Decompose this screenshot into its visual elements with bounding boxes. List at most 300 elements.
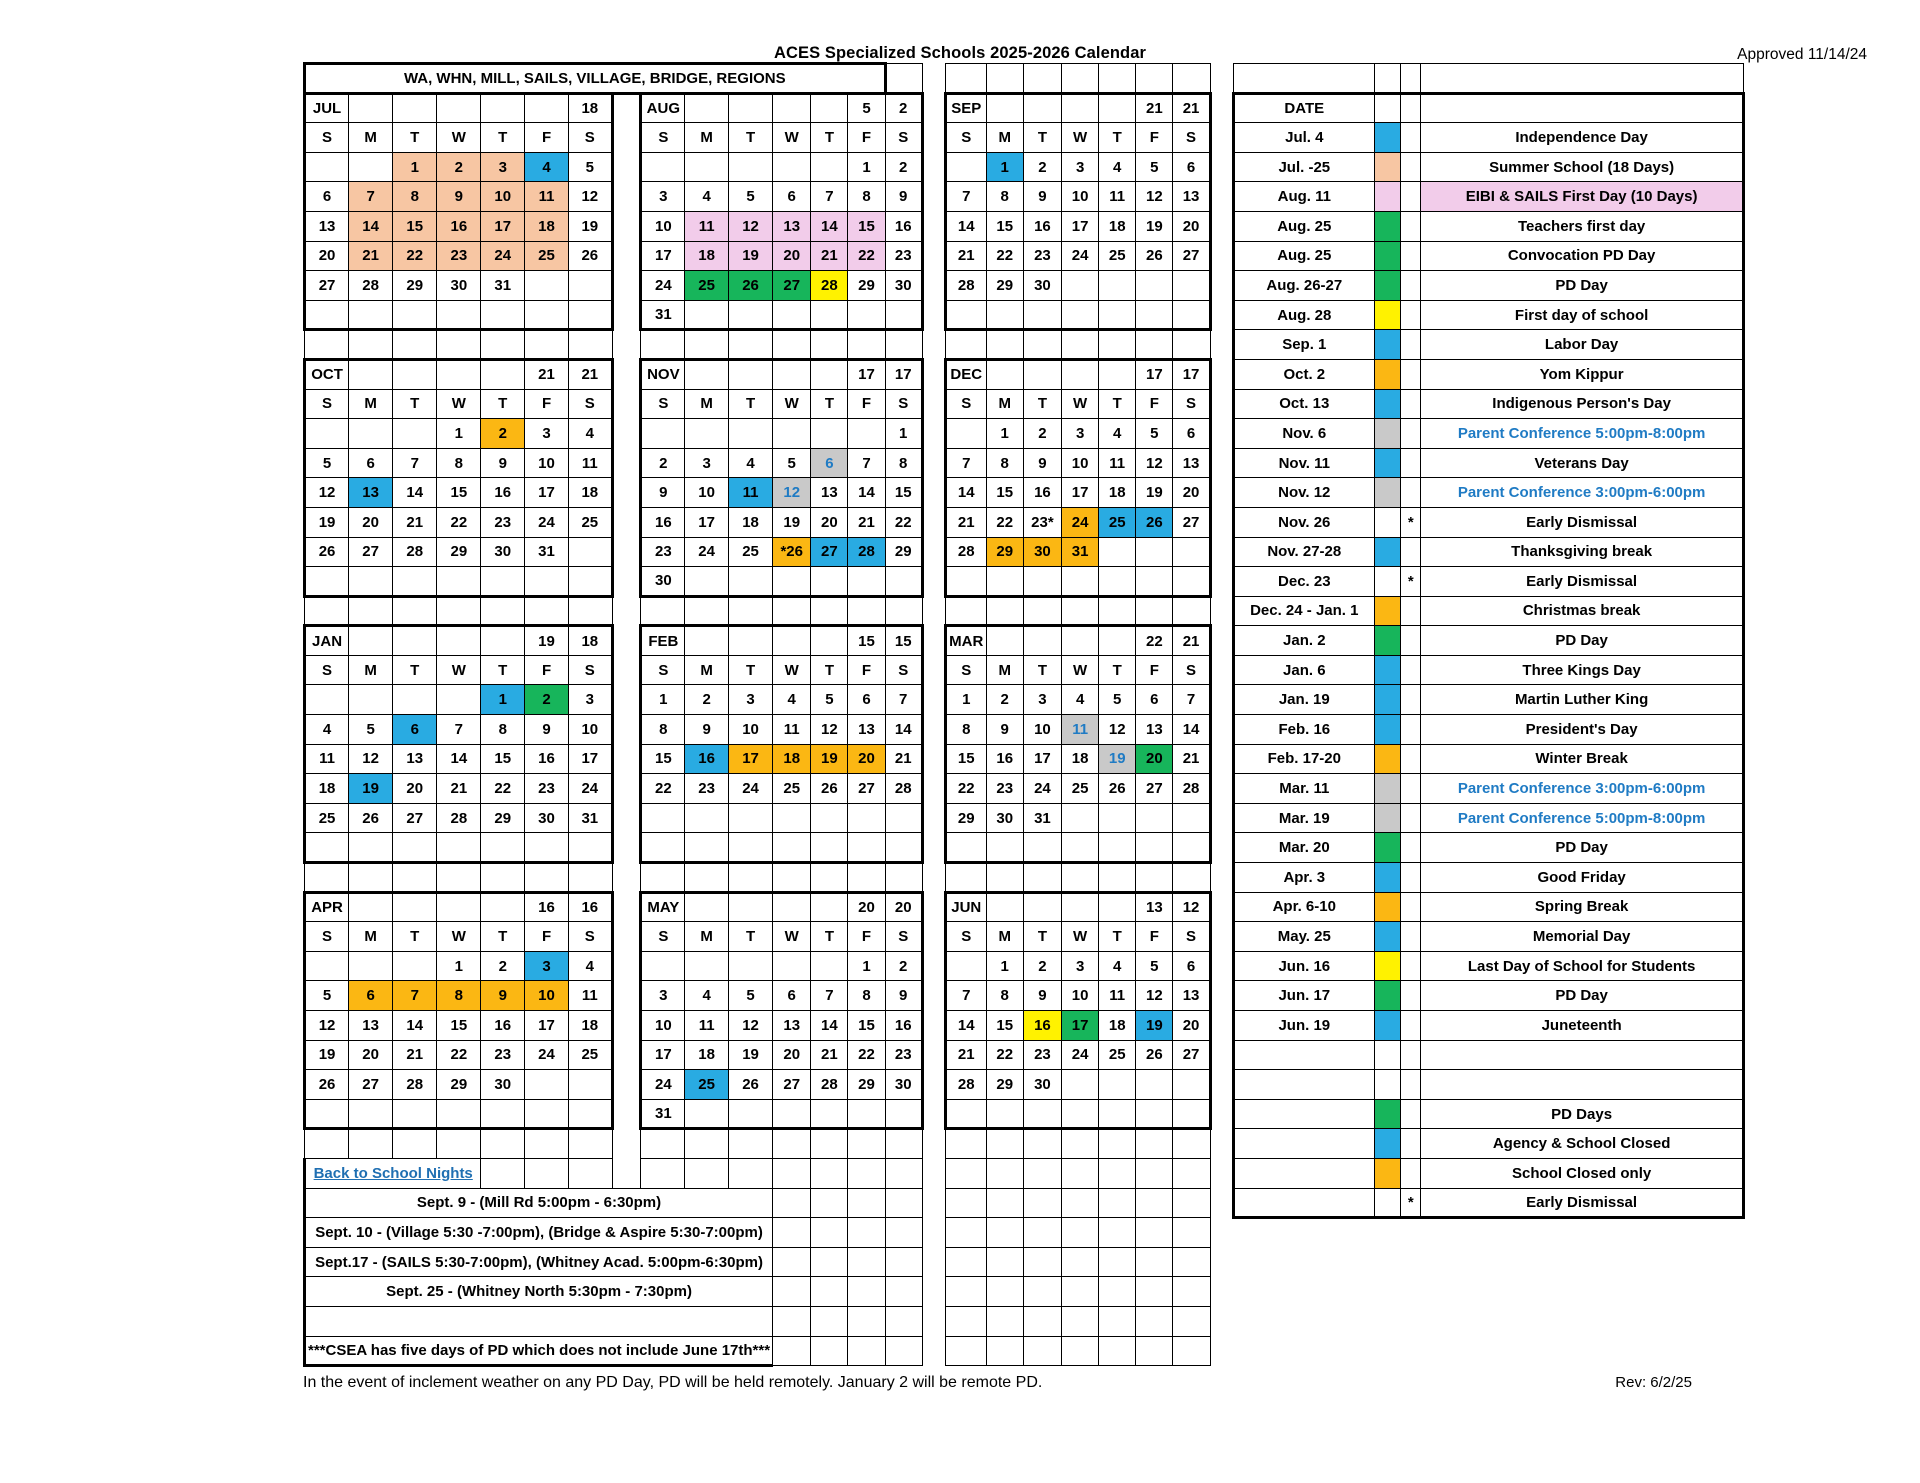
notes-filler-cell bbox=[1173, 1158, 1210, 1188]
month-gap bbox=[922, 833, 945, 863]
band-spacer-cell bbox=[641, 330, 685, 360]
day-cell: 27 bbox=[305, 271, 349, 301]
band-spacer-cell bbox=[1062, 596, 1099, 626]
day-cell: 8 bbox=[848, 981, 885, 1011]
month-gap bbox=[1210, 211, 1233, 241]
day-cell bbox=[811, 1099, 848, 1129]
month-gap bbox=[1210, 448, 1233, 478]
dow-header: S bbox=[885, 389, 922, 419]
month-day-count: 19 bbox=[525, 626, 569, 656]
legend-label: Good Friday bbox=[1421, 863, 1744, 893]
dow-header: W bbox=[773, 922, 811, 952]
band-spacer-cell bbox=[811, 596, 848, 626]
day-cell bbox=[1023, 567, 1061, 597]
day-cell: 8 bbox=[945, 715, 986, 745]
day-cell: 28 bbox=[885, 774, 922, 804]
month-day-count bbox=[1023, 892, 1061, 922]
notes-filler-cell bbox=[922, 1218, 945, 1248]
day-cell: 3 bbox=[525, 419, 569, 449]
day-cell: 4 bbox=[568, 951, 612, 981]
day-cell bbox=[773, 567, 811, 597]
day-cell: 1 bbox=[393, 152, 437, 182]
month-gap bbox=[1210, 951, 1233, 981]
day-cell: 10 bbox=[641, 211, 685, 241]
month-gap bbox=[922, 182, 945, 212]
day-cell bbox=[848, 803, 885, 833]
legend-early-dismissal-star bbox=[1401, 596, 1421, 626]
month-gap bbox=[1210, 1070, 1233, 1100]
legend-label: Thanksgiving break bbox=[1421, 537, 1744, 567]
dow-header: S bbox=[945, 655, 986, 685]
legend-label: PD Day bbox=[1421, 833, 1744, 863]
legend-color-swatch bbox=[1374, 892, 1401, 922]
day-cell: 20 bbox=[305, 241, 349, 271]
day-cell: 28 bbox=[848, 537, 885, 567]
day-cell: 9 bbox=[986, 715, 1023, 745]
month-day-count: 18 bbox=[568, 93, 612, 123]
month-gap bbox=[922, 774, 945, 804]
day-cell: 3 bbox=[685, 448, 729, 478]
legend-early-dismissal-star bbox=[1401, 892, 1421, 922]
legend-label: PD Day bbox=[1421, 981, 1744, 1011]
month-name: JAN bbox=[305, 626, 349, 656]
dow-header: S bbox=[641, 655, 685, 685]
notes-filler-cell bbox=[1136, 1188, 1173, 1218]
day-cell bbox=[986, 833, 1023, 863]
month-day-count: 21 bbox=[1173, 93, 1210, 123]
month-day-count bbox=[986, 359, 1023, 389]
legend-color-swatch bbox=[1374, 271, 1401, 301]
day-cell: 23 bbox=[1023, 241, 1061, 271]
day-cell: 15 bbox=[986, 211, 1023, 241]
band-spacer-cell bbox=[848, 863, 885, 893]
legend-label: PD Day bbox=[1421, 271, 1744, 301]
month-gap bbox=[612, 685, 641, 715]
day-cell: 31 bbox=[525, 537, 569, 567]
legend-date: Nov. 11 bbox=[1233, 448, 1374, 478]
day-cell: 13 bbox=[1136, 715, 1173, 745]
band-spacer-cell bbox=[1023, 596, 1061, 626]
notes-filler-cell bbox=[945, 1158, 986, 1188]
legend-date: Apr. 6-10 bbox=[1233, 892, 1374, 922]
notes-filler-cell bbox=[1099, 1218, 1136, 1248]
notes-filler-cell bbox=[986, 1306, 1023, 1336]
legend-color-swatch bbox=[1374, 715, 1401, 745]
legend-early-dismissal-star: * bbox=[1401, 1188, 1421, 1218]
month-gap bbox=[922, 981, 945, 1011]
month-gap bbox=[612, 951, 641, 981]
day-cell bbox=[481, 1099, 525, 1129]
month-day-count bbox=[1062, 359, 1099, 389]
day-cell: 26 bbox=[349, 803, 393, 833]
day-cell bbox=[393, 1099, 437, 1129]
day-cell: 28 bbox=[945, 537, 986, 567]
day-cell bbox=[393, 419, 437, 449]
notes-filler-cell bbox=[848, 1306, 885, 1336]
dow-header: F bbox=[525, 123, 569, 153]
day-cell: 3 bbox=[568, 685, 612, 715]
month-name: MAR bbox=[945, 626, 986, 656]
month-day-count: 20 bbox=[885, 892, 922, 922]
dow-header: T bbox=[481, 389, 525, 419]
day-cell bbox=[811, 419, 848, 449]
day-cell: 28 bbox=[393, 1070, 437, 1100]
legend-color-swatch bbox=[1374, 833, 1401, 863]
day-cell: 24 bbox=[685, 537, 729, 567]
band-spacer-cell bbox=[305, 596, 349, 626]
day-cell: 11 bbox=[1099, 448, 1136, 478]
month-gap bbox=[1210, 300, 1233, 330]
legend-date: Jun. 19 bbox=[1233, 1011, 1374, 1041]
day-cell: 6 bbox=[393, 715, 437, 745]
day-cell: 21 bbox=[945, 1040, 986, 1070]
day-cell bbox=[729, 1099, 773, 1129]
day-cell bbox=[1062, 567, 1099, 597]
month-gap bbox=[1210, 359, 1233, 389]
notes-filler-cell bbox=[986, 1336, 1023, 1366]
notes-filler-cell bbox=[1210, 1218, 1233, 1248]
month-gap bbox=[612, 537, 641, 567]
month-day-count: 5 bbox=[848, 93, 885, 123]
day-cell: 17 bbox=[641, 1040, 685, 1070]
band-spacer-cell bbox=[349, 863, 393, 893]
legend-date: Oct. 2 bbox=[1233, 359, 1374, 389]
day-cell bbox=[437, 833, 481, 863]
day-cell: 8 bbox=[481, 715, 525, 745]
day-cell bbox=[525, 271, 569, 301]
day-cell: 20 bbox=[393, 774, 437, 804]
banner-filler-cell bbox=[986, 64, 1023, 94]
day-cell: 31 bbox=[568, 803, 612, 833]
notes-filler-cell bbox=[773, 1158, 811, 1188]
day-cell: 19 bbox=[305, 507, 349, 537]
day-cell: 23 bbox=[1023, 1040, 1061, 1070]
month-day-count bbox=[986, 626, 1023, 656]
notes-filler-cell bbox=[1136, 1306, 1173, 1336]
day-cell bbox=[481, 300, 525, 330]
day-cell: 16 bbox=[481, 478, 525, 508]
day-cell: 2 bbox=[481, 951, 525, 981]
day-cell bbox=[1099, 833, 1136, 863]
legend-color-swatch bbox=[1374, 951, 1401, 981]
day-cell: 6 bbox=[773, 981, 811, 1011]
day-cell bbox=[568, 300, 612, 330]
notes-filler-cell bbox=[1173, 1218, 1210, 1248]
day-cell bbox=[811, 833, 848, 863]
day-cell bbox=[1136, 271, 1173, 301]
legend-header-swatch bbox=[1374, 93, 1401, 123]
notes-filler-cell bbox=[1062, 1218, 1099, 1248]
legend-date: Dec. 24 - Jan. 1 bbox=[1233, 596, 1374, 626]
day-cell: 12 bbox=[1136, 981, 1173, 1011]
day-cell: 26 bbox=[1136, 241, 1173, 271]
day-cell: 1 bbox=[945, 685, 986, 715]
day-cell: 17 bbox=[641, 241, 685, 271]
legend-color-swatch bbox=[1374, 1011, 1401, 1041]
day-cell: 19 bbox=[305, 1040, 349, 1070]
day-cell: 31 bbox=[481, 271, 525, 301]
legend-label: Early Dismissal bbox=[1421, 1188, 1744, 1218]
day-cell: 7 bbox=[945, 981, 986, 1011]
day-cell: 3 bbox=[1062, 152, 1099, 182]
day-cell: 4 bbox=[773, 685, 811, 715]
day-cell: 15 bbox=[848, 211, 885, 241]
day-cell: 25 bbox=[729, 537, 773, 567]
band-spacer-cell bbox=[811, 330, 848, 360]
day-cell bbox=[641, 419, 685, 449]
month-gap bbox=[612, 744, 641, 774]
legend-date: Oct. 13 bbox=[1233, 389, 1374, 419]
day-cell: 12 bbox=[773, 478, 811, 508]
notes-filler-cell bbox=[945, 1218, 986, 1248]
day-cell: 31 bbox=[1023, 803, 1061, 833]
legend-early-dismissal-star bbox=[1401, 389, 1421, 419]
legend-color-swatch bbox=[1374, 981, 1401, 1011]
day-cell: 12 bbox=[1136, 182, 1173, 212]
legend-date: Feb. 17-20 bbox=[1233, 744, 1374, 774]
banner-filler-cell bbox=[922, 64, 945, 94]
month-gap bbox=[922, 892, 945, 922]
day-cell: 14 bbox=[811, 1011, 848, 1041]
day-cell: 27 bbox=[393, 803, 437, 833]
legend-early-dismissal-star bbox=[1401, 981, 1421, 1011]
month-gap bbox=[922, 152, 945, 182]
notes-filler-cell bbox=[885, 1218, 922, 1248]
dow-header: F bbox=[848, 389, 885, 419]
day-cell bbox=[1173, 300, 1210, 330]
legend-label: Winter Break bbox=[1421, 744, 1744, 774]
legend-label: Indigenous Person's Day bbox=[1421, 389, 1744, 419]
notes-filler-cell bbox=[1173, 1188, 1210, 1218]
month-day-count bbox=[685, 93, 729, 123]
day-cell bbox=[1099, 567, 1136, 597]
day-cell bbox=[811, 567, 848, 597]
day-cell: 6 bbox=[1173, 951, 1210, 981]
notes-filler-cell bbox=[986, 1218, 1023, 1248]
day-cell: 2 bbox=[986, 685, 1023, 715]
day-cell: 8 bbox=[885, 448, 922, 478]
day-cell: 30 bbox=[885, 1070, 922, 1100]
month-day-count bbox=[1062, 93, 1099, 123]
notes-filler-cell bbox=[1136, 1247, 1173, 1277]
day-cell: 21 bbox=[848, 507, 885, 537]
day-cell: 16 bbox=[986, 744, 1023, 774]
legend-empty bbox=[1401, 1306, 1421, 1336]
band-spacer-cell bbox=[568, 1129, 612, 1159]
notes-filler-cell bbox=[811, 1247, 848, 1277]
day-cell: 25 bbox=[1099, 241, 1136, 271]
dow-header: M bbox=[349, 655, 393, 685]
day-cell bbox=[568, 537, 612, 567]
day-cell: 17 bbox=[1062, 1011, 1099, 1041]
day-cell: 4 bbox=[685, 981, 729, 1011]
day-cell: 13 bbox=[773, 211, 811, 241]
day-cell: 7 bbox=[393, 448, 437, 478]
band-spacer-cell bbox=[525, 1129, 569, 1159]
month-day-count bbox=[393, 359, 437, 389]
legend-color-swatch bbox=[1374, 655, 1401, 685]
day-cell: 10 bbox=[685, 478, 729, 508]
back-to-school-night-line: Sept. 25 - (Whitney North 5:30pm - 7:30pm) bbox=[305, 1277, 773, 1307]
day-cell: 9 bbox=[1023, 448, 1061, 478]
day-cell: 14 bbox=[945, 1011, 986, 1041]
day-cell: 29 bbox=[437, 1070, 481, 1100]
month-gap bbox=[922, 123, 945, 153]
band-spacer-cell bbox=[1099, 863, 1136, 893]
month-gap bbox=[612, 300, 641, 330]
month-day-count bbox=[986, 892, 1023, 922]
dow-header: S bbox=[885, 123, 922, 153]
day-cell: 27 bbox=[349, 537, 393, 567]
notes-filler-cell bbox=[773, 1218, 811, 1248]
dow-header: F bbox=[1136, 922, 1173, 952]
day-cell: 9 bbox=[437, 182, 481, 212]
dow-header: S bbox=[568, 123, 612, 153]
month-gap bbox=[1210, 922, 1233, 952]
notes-filler-cell bbox=[986, 1188, 1023, 1218]
month-day-count: 15 bbox=[885, 626, 922, 656]
legend-color-swatch bbox=[1374, 1040, 1401, 1070]
dow-header: T bbox=[1099, 123, 1136, 153]
day-cell bbox=[773, 419, 811, 449]
day-cell: 30 bbox=[437, 271, 481, 301]
day-cell: 5 bbox=[349, 715, 393, 745]
banner-filler-cell bbox=[1136, 64, 1173, 94]
month-day-count: 12 bbox=[1173, 892, 1210, 922]
day-cell: 24 bbox=[641, 271, 685, 301]
day-cell bbox=[986, 300, 1023, 330]
day-cell: 29 bbox=[885, 537, 922, 567]
legend-empty bbox=[1374, 1336, 1401, 1366]
day-cell: 22 bbox=[945, 774, 986, 804]
legend-label bbox=[1421, 1070, 1744, 1100]
day-cell bbox=[729, 300, 773, 330]
month-day-count bbox=[773, 626, 811, 656]
band-spacer-cell bbox=[1023, 330, 1061, 360]
day-cell: 3 bbox=[1062, 419, 1099, 449]
day-cell: 14 bbox=[811, 211, 848, 241]
footer bbox=[175, 1374, 1745, 1400]
day-cell bbox=[1173, 1070, 1210, 1100]
month-gap bbox=[612, 123, 641, 153]
approved-date: Approved 11/14/24 bbox=[1737, 46, 1867, 63]
day-cell bbox=[305, 152, 349, 182]
day-cell: 11 bbox=[685, 1011, 729, 1041]
legend-color-swatch bbox=[1374, 922, 1401, 952]
day-cell: 17 bbox=[1023, 744, 1061, 774]
day-cell: 19 bbox=[1099, 744, 1136, 774]
day-cell bbox=[1136, 833, 1173, 863]
dow-header: M bbox=[685, 655, 729, 685]
legend-label: First day of school bbox=[1421, 300, 1744, 330]
dow-header: F bbox=[1136, 655, 1173, 685]
day-cell: 16 bbox=[1023, 478, 1061, 508]
month-gap bbox=[922, 626, 945, 656]
band-spacer-cell bbox=[729, 330, 773, 360]
legend-blank-date bbox=[1233, 64, 1374, 94]
notes-filler-cell bbox=[685, 1158, 729, 1188]
legend-date: Jul. -25 bbox=[1233, 152, 1374, 182]
day-cell: 4 bbox=[568, 419, 612, 449]
month-gap bbox=[612, 1099, 641, 1129]
day-cell: 21 bbox=[945, 241, 986, 271]
notes-filler-cell bbox=[811, 1188, 848, 1218]
legend-early-dismissal-star bbox=[1401, 1129, 1421, 1159]
notes-filler-cell bbox=[986, 1247, 1023, 1277]
band-spacer-cell bbox=[1099, 596, 1136, 626]
month-gap bbox=[612, 981, 641, 1011]
month-gap bbox=[1210, 271, 1233, 301]
calendar-grid bbox=[303, 62, 1745, 1367]
month-gap bbox=[612, 182, 641, 212]
legend-color-swatch bbox=[1374, 803, 1401, 833]
notes-filler-cell bbox=[1136, 1336, 1173, 1366]
dow-header: T bbox=[811, 922, 848, 952]
legend-early-dismissal-star bbox=[1401, 330, 1421, 360]
legend-label: Agency & School Closed bbox=[1421, 1129, 1744, 1159]
month-day-count bbox=[481, 93, 525, 123]
legend-color-swatch bbox=[1374, 626, 1401, 656]
month-gap bbox=[612, 1011, 641, 1041]
notes-filler-cell bbox=[1173, 1306, 1210, 1336]
day-cell: 4 bbox=[685, 182, 729, 212]
dow-header: S bbox=[1173, 655, 1210, 685]
day-cell: 24 bbox=[729, 774, 773, 804]
day-cell: 16 bbox=[481, 1011, 525, 1041]
band-spacer-cell bbox=[481, 863, 525, 893]
day-cell bbox=[437, 1099, 481, 1129]
legend-early-dismissal-star bbox=[1401, 152, 1421, 182]
band-spacer-cell bbox=[885, 330, 922, 360]
legend-label: Parent Conference 5:00pm-8:00pm bbox=[1421, 803, 1744, 833]
month-day-count bbox=[685, 359, 729, 389]
month-gap bbox=[922, 744, 945, 774]
dow-header: W bbox=[773, 655, 811, 685]
dow-header: M bbox=[685, 389, 729, 419]
day-cell bbox=[945, 833, 986, 863]
day-cell: 1 bbox=[885, 419, 922, 449]
day-cell: 8 bbox=[641, 715, 685, 745]
day-cell bbox=[729, 567, 773, 597]
day-cell bbox=[685, 833, 729, 863]
day-cell: 19 bbox=[773, 507, 811, 537]
day-cell: 23* bbox=[1023, 507, 1061, 537]
notes-filler-cell bbox=[1173, 1336, 1210, 1366]
day-cell: 3 bbox=[481, 152, 525, 182]
day-cell: 27 bbox=[1136, 774, 1173, 804]
band-spacer-cell bbox=[305, 1129, 349, 1159]
notes-filler-cell bbox=[922, 1277, 945, 1307]
day-cell: 11 bbox=[568, 448, 612, 478]
day-cell: 15 bbox=[945, 744, 986, 774]
day-cell: 27 bbox=[1173, 1040, 1210, 1070]
month-name: FEB bbox=[641, 626, 685, 656]
day-cell: 27 bbox=[1173, 507, 1210, 537]
dow-header: S bbox=[1173, 389, 1210, 419]
day-cell: 12 bbox=[305, 478, 349, 508]
month-day-count: 21 bbox=[1136, 93, 1173, 123]
day-cell: 11 bbox=[773, 715, 811, 745]
day-cell: 2 bbox=[885, 152, 922, 182]
day-cell: 21 bbox=[349, 241, 393, 271]
legend-date bbox=[1233, 1188, 1374, 1218]
day-cell: 8 bbox=[437, 981, 481, 1011]
day-cell bbox=[525, 1070, 569, 1100]
day-cell: 17 bbox=[568, 744, 612, 774]
month-day-count bbox=[349, 359, 393, 389]
day-cell bbox=[885, 833, 922, 863]
day-cell: 5 bbox=[773, 448, 811, 478]
